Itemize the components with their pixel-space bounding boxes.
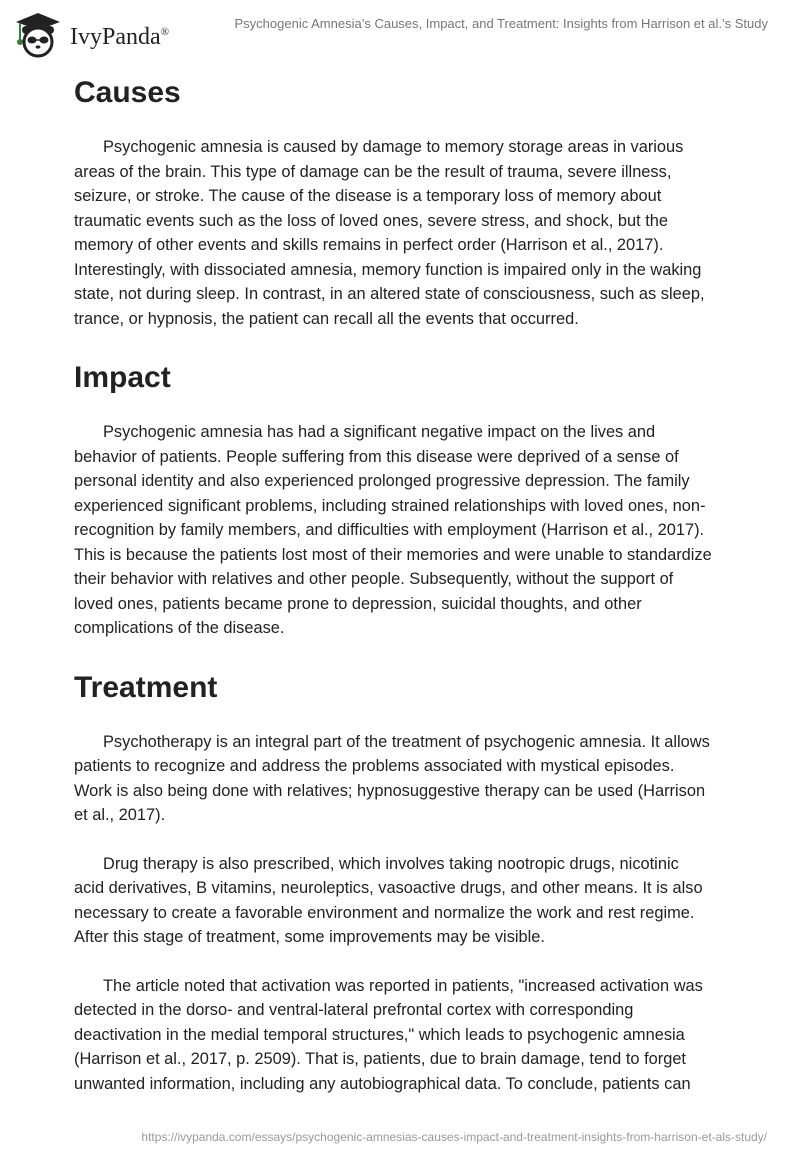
paragraph-line: The article noted that activation was reported in patients, "increased activation was (103, 976, 703, 995)
paragraph (74, 135, 734, 331)
paragraph-line: Interestingly, with dissociated amnesia, memory function is impaired only in the waking (74, 260, 702, 279)
paragraph-line: seizure, or stroke. The cause of the disease is a temporary loss of memory about (74, 187, 662, 205)
paragraph-line: acid derivatives, B vitamins, neuroleptics, vasoactive drugs, and other means. It is also (74, 879, 703, 897)
paragraph-line: personal identity and also experienced prolonged progressive depression. The family (74, 472, 690, 490)
paragraph-line: trance, or hypnosis, the patient can recall all the events that occurred. (74, 309, 579, 328)
paragraph-line: traumatic events such as the loss of loved ones, severe stress, and shock, but the (74, 211, 669, 230)
paragraph-line: Psychogenic amnesia is caused by damage to memory storage areas in various (103, 138, 684, 156)
paragraph-line: patients to recognize and address the problems associated with mystical episodes. (74, 757, 675, 775)
paragraph-line: Drug therapy is also prescribed, which involves taking nootropic drugs, nicotinic (103, 854, 679, 873)
paragraph-line: detected in the dorso- and ventral-lateral prefrontal cortex with corresponding (74, 1001, 634, 1019)
paragraph (74, 974, 734, 1097)
paragraph-line: memory of other events and skills remains in perfect order (Harrison et al., 2017). (74, 236, 664, 254)
paragraph-line: loved ones, patients became prone to depression, suicidal thoughts, and other (74, 594, 642, 613)
paragraph (74, 730, 734, 828)
paragraph-line: This is because the patients lost most of their memories and were unable to standardize (74, 545, 712, 564)
section-heading: Impact (74, 361, 171, 394)
logo-text: IvyPanda® (70, 23, 170, 50)
essay-content (74, 70, 734, 1120)
paragraph (74, 852, 734, 950)
document-title: Psychogenic Amnesia’s Causes, Impact, and Treatment: Insights from Harrison et al.’s Study (234, 16, 768, 31)
paragraph-line: state, not during sleep. In contrast, in an altered state of consciousness, such as sleep, (74, 285, 705, 303)
paragraph-line: their behavior with relatives and other people. Subsequently, without the support of (74, 570, 674, 588)
paragraph-line: et al., 2017). (74, 806, 166, 824)
paragraph-line: complications of the disease. (74, 619, 285, 637)
section-heading: Treatment (74, 670, 218, 704)
paragraph-line: Work is also being done with relatives; hypnosuggestive therapy can be used (Harrison (74, 781, 706, 800)
paragraph-line: areas of the brain. This type of damage can be the result of trauma, severe illness, (74, 162, 672, 181)
paragraph-line: (Harrison et al., 2017, p. 2509). That is, patients, due to brain damage, tend to forget (74, 1050, 686, 1068)
paragraph (74, 420, 734, 641)
paragraph-line: unwanted information, including any autobiographical data. To conclude, patients can (74, 1074, 691, 1093)
section-impact (74, 355, 734, 641)
paragraph-line: recognition by family members, and difficulties with employment (Harrison et al., 2017). (74, 521, 705, 539)
paragraph-line: Psychotherapy is an integral part of the treatment of psychogenic amnesia. It allows (103, 732, 710, 751)
paragraph-line: behavior of patients. People suffering from this disease were deprived of a sense of (74, 447, 679, 466)
section-causes (74, 70, 734, 331)
paragraph-line: deactivation in the medial temporal structures," which leads to psychogenic amnesia (74, 1025, 685, 1044)
paragraph-line: Psychogenic amnesia has had a significant negative impact on the lives and (103, 423, 656, 441)
source-url: https://ivypanda.com/essays/psychogenic-amnesias-causes-impact-and-treatment-insights-from-harrison-et-als-study/ (141, 1130, 767, 1144)
section-heading: Causes (74, 76, 181, 109)
paragraph-line: experienced significant problems, including strained relationships with loved ones, non- (74, 496, 706, 515)
section-treatment (74, 665, 734, 1097)
paragraph-line: After this stage of treatment, some improvements may be visible. (74, 928, 545, 946)
ivypanda-logo[interactable] (12, 8, 169, 60)
panda-graduate-icon (12, 8, 64, 60)
paragraph-line: necessary to create a favorable environment and normalize the work and rest regime. (74, 903, 695, 922)
